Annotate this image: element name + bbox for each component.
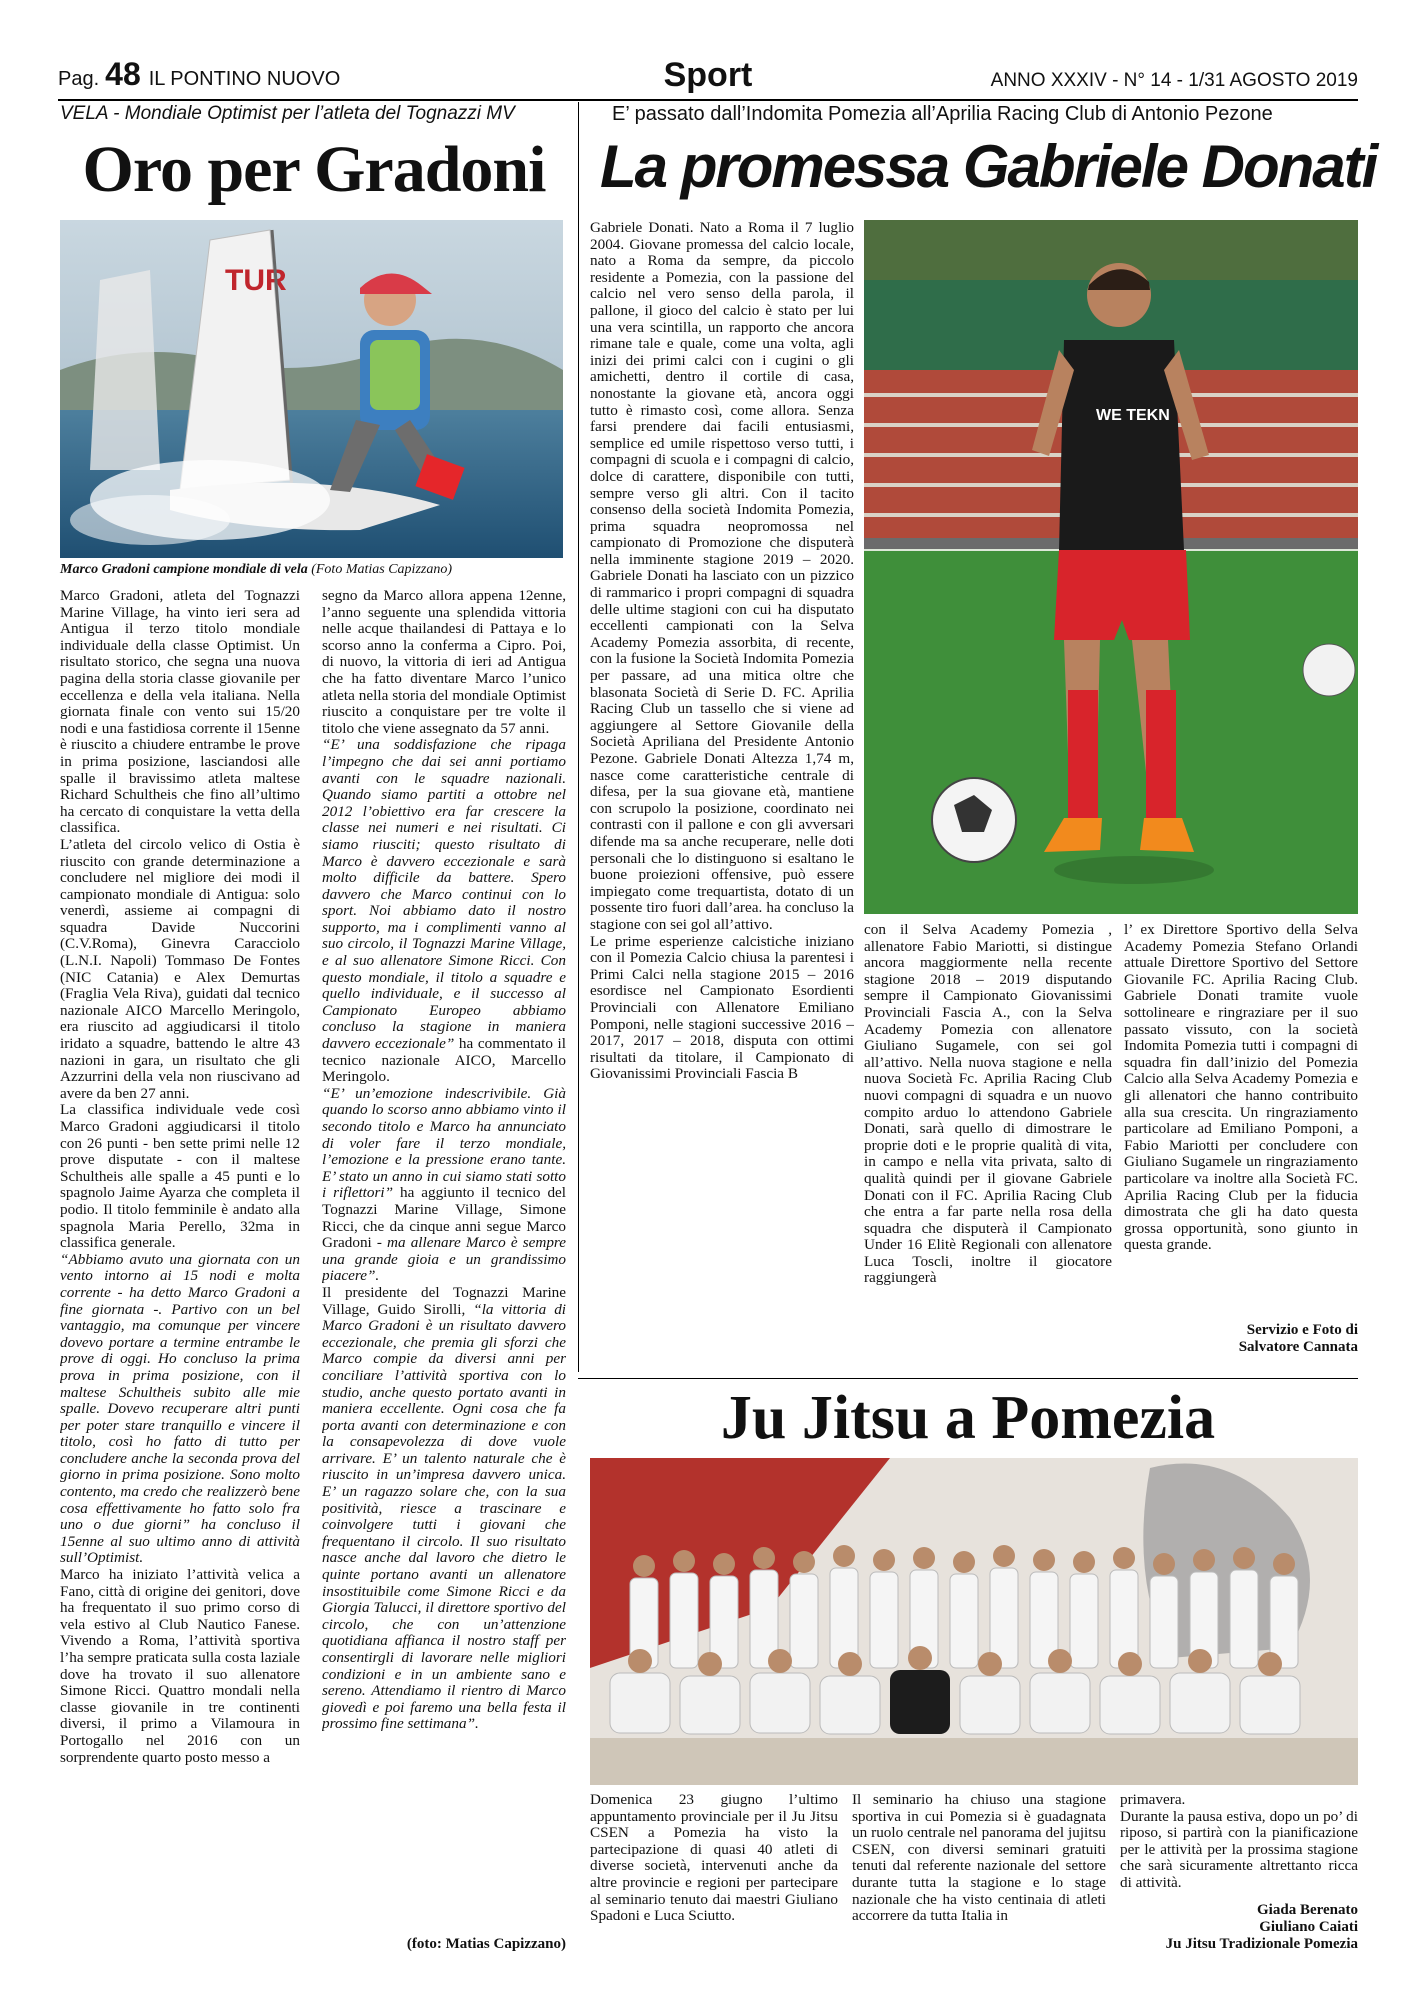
paper-name: IL PONTINO NUOVO xyxy=(148,68,341,90)
donati-paragraph: Gabriele Donati. Nato a Roma il 7 luglio 2004. Giovane promessa del calcio locale, nato a Roma da sempre, da piccolo residente a Pomezia, con la passione del calcio nel vero senso della parola, il pallone, il gioco del calcio è stato per lui una vera scintilla, un rapporto che ancora rimane tale e quale, come una volta, agli inizi dei primi calci con i cugini o gli amichetti, dentro il cortile di casa, nonostante la giovane età, ancora oggi tutto è rimasto così, come allora. Senza farsi prendere dai facili entusiasmi, semplice ed umile rispettoso verso tutti, i compagni di scuola e i compagni di calcio, dolce di carattere, disponibile con tutti, sempre verso gli altri. Con il tacito consenso della società Indomita Pomezia, prima squadra neopromossa nel campionato di Promozione che disputerà nella imminente stagione 2019 – 2020. Gabriele Donati ha lasciato con un pizzico di rammarico i propri compagni di squadra delle ultime stagioni con cui ha disputato eccellenti campionati con la Selva Academy Pomezia assorbita, di recente, con la fusione la Società Indomita Pomezia per passare, ad una mitica oltre che blasonata Società di Serie D. FC. Aprilia Racing Club un tassello che si viene ad aggiungere al Settore Giovanile della Società Apriliana del Presidente Antonio Pezone. Gabriele Donati Altezza 1,74 m, nasce come caratteristiche centrale di difesa, per la sua giovane età, mantiene con scrupolo la posizione, coordinato nei contrasti con il pallone e con gli avversari difende ma sa anche recuperare, nelle doti personali che lo distinguono si esaltano le buone proiezioni offensive, può essere impiegato come trequartista, dotato di un possente tiro fuori dall’area. ha concluso la stagione con sei gol all’attivo. xyxy=(590,220,854,933)
donati-paragraph: l’ ex Direttore Sportivo della Selva Academy Pomezia Stefano Orlandi attuale Direttore Sportivo del Settore Giovanile FC. Aprilia Racing Club. Gabriele Donati tramite vuole sottolineare e ringraziare per il suo passato vissuto, con la società Indomita Pomezia tutti i compagni di squadra fin dall’inizio del Pomezia Calcio alla Selva Academy Pomezia e gli allenatori che hanno contribuito alla sua crescita. Un ringraziamento particolare ad Emiliano Pomponi, a Fabio Mariotti per concludere con Giuliano Sugamele un ringraziamento particolare va inoltre alla Società FC. Aprilia Racing Club per la fiducia dimostrata che gli ha dato questa grossa opportunità, sono giunto in questa grande. xyxy=(1124,922,1358,1254)
signature-name: Giada Berenato xyxy=(1257,1902,1358,1918)
jujitsu-paragraph: Il seminario ha chiuso una stagione sportiva in cui Pomezia si è guadagnata un ruolo centrale nel panorama del jujitsu CSEN, con diversi seminari gratuiti tenuti dal referente nazionale del settore durante tutta la stagione e lo stage nazionale che ha visto centinaia di atleti accorrere da tutta Italia in xyxy=(852,1792,1106,1925)
section-title: Sport xyxy=(663,56,753,94)
page-number: 48 xyxy=(105,56,141,92)
vela-paragraph: Marco ha iniziato l’attività velica a Fano, città di origine dei genitori, dove ha frequentato il suo primo corso di vela estivo al Club Nautico Fanese. Vivendo a Roma, l’attività sportiva l’ha sempre praticata sulla costa laziale dove ha trovato il suo allenatore Simone Ricci. Quattro mondali nella classe giovanile in tre continenti diversi, il primo a Vilamoura in Portogallo nel 2016 con un sorprendente quarto posto messo a xyxy=(60,1566,300,1766)
vela-column-1 xyxy=(60,588,300,1928)
jujitsu-headline: Ju Jitsu a Pomezia xyxy=(720,1384,1216,1452)
vela-headline: Oro per Gradoni xyxy=(82,133,546,206)
signature-name: Giuliano Caiati xyxy=(1259,1919,1358,1935)
vela-quote: “Abbiamo avuto una giornata con un vento intorno ai 15 nodi e molta corrente - ha detto Marco Gradoni a fine giornata -. Partivo con un bel vantaggio, ma comunque per vincere dovevo portare a termine entrambe le prove di oggi. Ho concluso la prima prova in prima posizione, con il maltese Schultheis subito alle mie spalle. Dovevo recuperare altri punti per poter stare tranquillo e vincere il titolo, così ho fatto di tutto per concludere anche la seconda prova del giorno in prima posizione. Sono molto contento, ma credo che realizzerò bene cosa effettivamente ho fatto solo fra uno o due giorni” ha concluso il 15enne al suo ultimo anno di attività sull’Optimist. xyxy=(60,1250,300,1567)
vela-paragraph: Marco Gradoni, atleta del Tognazzi Marine Village, ha vinto ieri sera ad Antigua il terzo titolo mondiale individuale della classe Optimist. Un risultato storico, che segna una nuova pagina della storia classe giovanile per eccellenza e della vela italiana. Nella giornata finale con vento sui 15/20 nodi e una fastidiosa corrente il 15enne è riuscito a chiudere entrambe le prove in prima posizione, lasciandosi alle spalle il bravissimo atleta maltese Richard Schultheis che fino all’ultimo ha cercato di conquistare la vetta della classifica. xyxy=(60,588,300,837)
vela-paragraph: L’atleta del circolo velico di Ostia è riuscito con grande determinazione a concludere nel migliore dei modi il campionato mondiale di Antigua: solo venerdì, assieme ai compagni di squadra Davide Nuccorini (C.V.Roma), Ginevra Caracciolo (L.N.I. Napoli) Tommaso De Fontes (NIC Catania) e Alex Demurtas (Fraglia Vela Riva), guidati dal tecnico nazionale AICO Marcello Meringolo, era riuscito ad aggiudicarsi il titolo iridato a squadre, battendo le altre 43 nazioni in gara, un risultato che gli Azzurrini della vela non riuscivano ad avere da ben 27 anni. xyxy=(60,835,300,1102)
column-divider xyxy=(578,102,579,1372)
donati-signature xyxy=(1124,1322,1358,1356)
caption-text: Marco Gradoni campione mondiale di vela xyxy=(60,562,308,577)
jujitsu-paragraph: Domenica 23 giugno l’ultimo appuntamento provinciale per il Ju Jitsu CSEN a Pomezia ha visto la partecipazione di quasi 40 atleti di diverse società, intervenuti anche da altre provincie e regioni per partecipare al seminario tenuto dai maestri Giuliano Spadoni e Luca Sciutto. xyxy=(590,1792,838,1925)
page-prefix: Pag. xyxy=(58,68,100,90)
vela-attribution: ha aggiunto il tecnico del Tognazzi Marine Village, Simone Ricci, che da cinque anni segue Marco Gradoni - xyxy=(322,1184,566,1252)
donati-column-1 xyxy=(590,220,854,1370)
jujitsu-column-3 xyxy=(1120,1792,1358,1897)
vela-quote: “E’ un’emozione indescrivibile. Già quando lo scorso anno abbiamo vinto il secondo titolo e Marco ha annunciato di voler fare il terzo mondiale, l’emozione e la pressione erano tante. E’ stato un anno in cui siamo stati sotto i riflettori” xyxy=(322,1084,566,1202)
section-rule xyxy=(578,1378,1358,1379)
sailing-photo xyxy=(60,220,563,558)
donati-paragraph: con il Selva Academy Pomezia , allenatore Fabio Mariotti, si distingue ancora maggiormente nella recente stagione 2018 – 2019 disputando sempre il Campionato Giovanissimi Provinciali Fascia A., con la Selva Academy Pomezia con allenatore Giuliano Sugamele, con sei gol all’attivo. Nella nuova stagione e nella nuova Società Fc. Aprilia Racing Club nuovi compagni di squadra e un nuovo compito arduo lo attendono Gabriele Donati, sarà quello di dimostrare le proprie doti e le proprie qualità di vita, in campo e nella vita privata, salto di qualità quindi per il giovane Gabriele Donati con il FC. Aprilia Racing Club che entra a far parte nella rosa della squadra che disputerà il Campionato Under 16 Elitè Regionali con allenatore Luca Toscli, inoltre il giocatore raggiungerà xyxy=(864,922,1112,1287)
jujitsu-group-photo xyxy=(590,1458,1358,1785)
donati-column-3 xyxy=(1124,922,1358,1322)
vela-quote: “la vittoria di Marco Gradoni è un risultato davvero eccezionale, che premia gli sforzi che Marco compie da diversi anni per conciliare l’attività sportiva con lo studio, anche questo portato avanti in maniera eccellente. Ogni cosa che fa porta avanti con determinazione e con la consapevolezza di dove vuole arrivare. E’ un talento naturale che è riuscito in un’impresa davvero unica. E’ un ragazzo solare che, con la sua positività, riesce a trascinare e coinvolgere tutti i giovani che frequentano il circolo. Il suo risultato nasce anche dal lavoro che dietro le quinte portano avanti un allenatore insostituibile come Simone Ricci e da Giorgia Talucci, il direttore sportivo del circolo, che con un’attenzione quotidiana affianca il nostro staff per consentirgli di lavorare nelle migliori condizioni e in un ambiente sano e sereno. Attendiamo il rientro di Marco giovedì e poi faremo una bella festa il prossimo fine settimana”. xyxy=(322,1300,566,1733)
vela-quote-paragraph xyxy=(322,1285,566,1733)
vela-quote-paragraph xyxy=(322,737,566,1085)
donati-paragraph: Le prime esperienze calcistiche iniziano con il Pomezia Calcio chiusa la parentesi i Primi Calci nella stagione 2015 – 2016 esordisce nel Campionato Esordienti Provinciali con Allenatore Emiliano Pomponi, nelle stagioni successive 2016 – 2017, 2017 – 2018, disputa con ottimi risultati da titolare, il Campionato di Giovanissimi Provinciali Fascia B xyxy=(590,932,854,1083)
vela-quote-paragraph xyxy=(322,1086,566,1285)
jujitsu-signature xyxy=(1120,1902,1358,1953)
signature-line: Servizio e Foto di xyxy=(1246,1322,1358,1338)
vela-column-2 xyxy=(322,588,566,1928)
svg-text:WE TEKN: WE TEKN xyxy=(1096,407,1170,424)
signature-name: Salvatore Cannata xyxy=(1238,1339,1358,1355)
sailing-photo-caption xyxy=(60,562,568,578)
vela-quote: ma allenare Marco è sempre una grande gioia e un grandissimo piacere”. xyxy=(322,1234,566,1285)
vela-quote: “E’ una soddisfazione che ripaga l’impegno che dai sei anni portiamo avanti con le squadre nazionali. Quando siamo partiti a ottobre nel 2012 l’obiettivo era far crescere la classe nei numeri e nei risultati. Ci siamo riusciti; questo risultato di Marco è davvero eccezionale e sarà molto difficile da battere. Spero davvero che Marco continui con lo sport. Noi abbiamo dato il nostro supporto, ma i complimenti vanno al suo circolo, il Tognazzi Marine Village, e al suo allenatore Simone Ricci. Con questo mondiale, il titolo a squadre e quello individuale, e il successo al Campionato Europeo abbiamo concluso la stagione in maniera davvero eccezionale” xyxy=(322,736,566,1053)
vela-paragraph: La classifica individuale vede così Marco Gradoni aggiudicarsi il titolo con 26 punti - ben sette primi nelle 12 prove disputate - con il maltese Schultheis alle spalle a 45 punti e lo spagnolo Jaime Ayarza che completa il podio. Il titolo femminile è andato alla spagnola Maria Perello, 32ma in classifica generale. xyxy=(60,1101,300,1252)
signature-org: Ju Jitsu Tradizionale Pomezia xyxy=(1165,1936,1358,1952)
jujitsu-column-2 xyxy=(852,1792,1106,1972)
jujitsu-column-1 xyxy=(590,1792,838,1972)
caption-credit: (Foto Matias Capizzano) xyxy=(311,562,452,577)
svg-text:TUR: TUR xyxy=(225,264,287,297)
football-photo xyxy=(864,220,1358,914)
donati-column-2 xyxy=(864,922,1112,1332)
masthead xyxy=(58,56,1358,98)
donati-headline: La promessa Gabriele Donati xyxy=(600,133,1377,200)
football-photo-art xyxy=(864,220,1358,914)
jujitsu-photo-art xyxy=(590,1458,1358,1785)
vela-attribution: ha commentato il tecnico nazionale AICO, Marcello Meringolo. xyxy=(322,1035,566,1086)
jujitsu-paragraph: primavera. Durante la pausa estiva, dopo un po’ di riposo, si partirà con la pianificazione per le attività per la prossima stagione che sarà sicuramente altrettanto ricca di attività. xyxy=(1120,1792,1358,1891)
vela-photo-credit: (foto: Matias Capizzano) xyxy=(406,1936,566,1952)
issue-info: ANNO XXXIV - N° 14 - 1/31 AGOSTO 2019 xyxy=(990,70,1358,91)
donati-kicker: E’ passato dall’Indomita Pomezia all’Aprilia Racing Club di Antonio Pezone xyxy=(612,103,1273,125)
vela-paragraph: segno da Marco allora appena 12enne, l’anno seguente una splendida vittoria nelle acque thailandesi di Pattaya e lo scorso anno la conferma a Cipro. Poi, di nuovo, la vittoria di ieri ad Antigua che ha fatto diventare Marco l’unico atleta nella storia del mondiale Optimist riuscito a conquistare per tre volte il titolo che viene assegnato da 57 anni. xyxy=(322,588,566,737)
vela-attribution: Il presidente del Tognazzi Marine Village, Guido Sirolli, xyxy=(322,1283,566,1318)
sailing-photo-art xyxy=(60,220,563,558)
vela-kicker: VELA - Mondiale Optimist per l’atleta del Tognazzi MV xyxy=(60,103,515,124)
masthead-rule xyxy=(58,99,1358,101)
